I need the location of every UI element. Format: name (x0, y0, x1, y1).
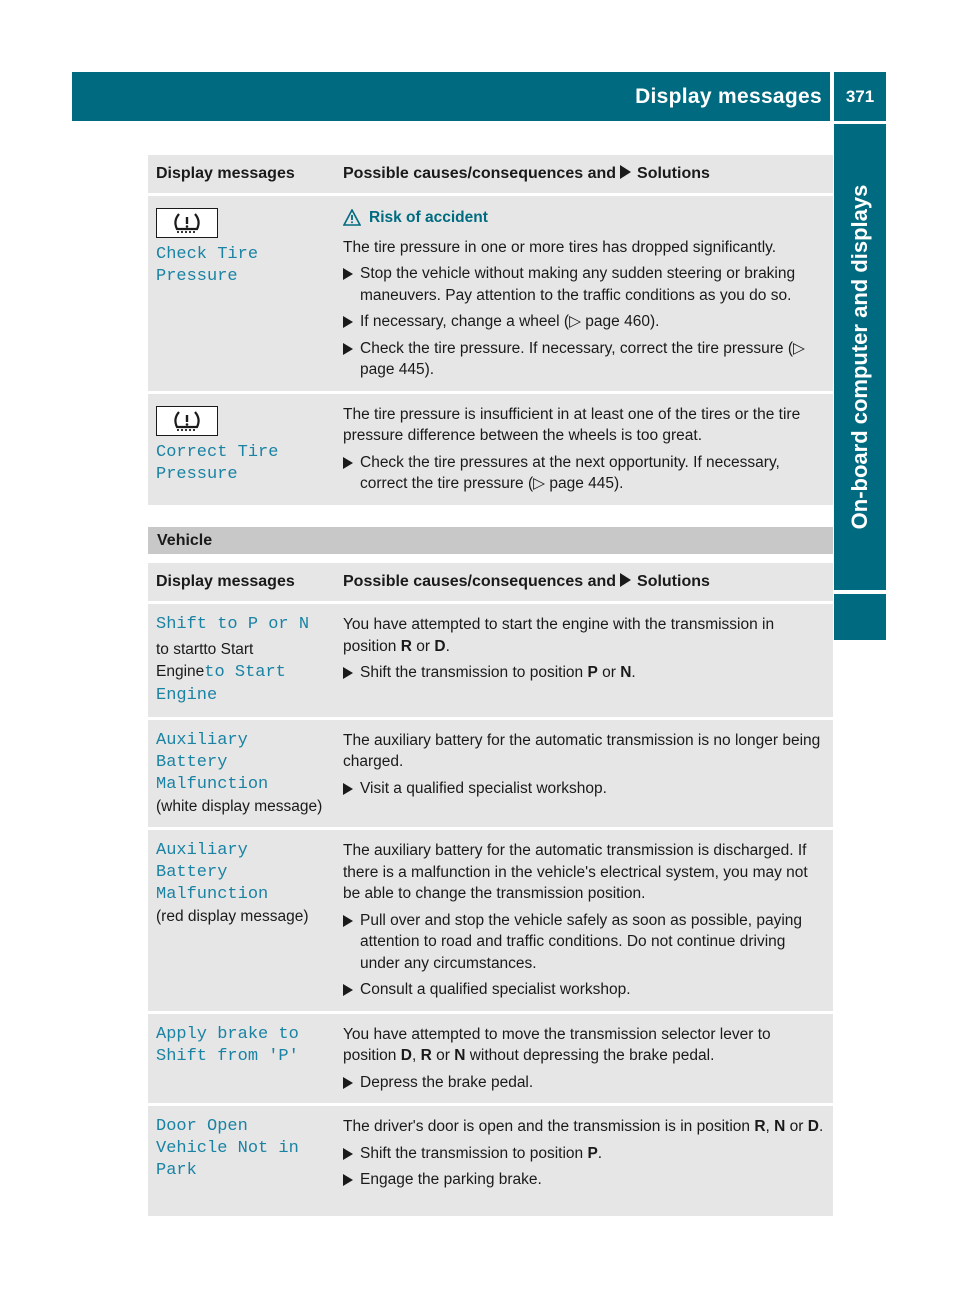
solution-bullet: If necessary, change a wheel (▷ page 460). (343, 311, 825, 333)
cause-text: You have attempted to move the transmission selector lever to position D, R or N without depressing the brake pedal. (343, 1025, 771, 1064)
message-note: (white display message) (156, 797, 323, 815)
display-message-shift-to-p-or-n: Shift to P or N (156, 615, 310, 634)
cause-text: The tire pressure in one or more tires has dropped significantly. (343, 238, 777, 256)
side-tab-label: On-board computer and displays (847, 184, 872, 530)
tire-pressure-table (148, 152, 833, 508)
arrow-icon (620, 573, 631, 587)
table-row (148, 1106, 833, 1216)
display-message-check-tire-pressure: Check Tire Pressure (156, 245, 259, 286)
solution-bullet: Visit a qualified specialist workshop. (343, 778, 825, 800)
warning-heading: Risk of accident (343, 207, 825, 229)
column-header-causes: Possible causes/consequences and Solutions (335, 563, 833, 601)
display-message-auxiliary-battery-malfunction: Auxiliary Battery Malfunction (156, 730, 269, 794)
table-header-row (148, 155, 833, 193)
column-header-display-messages: Display messages (148, 563, 335, 601)
page-number: 371 (834, 72, 886, 121)
warning-triangle-icon (343, 209, 361, 226)
column-header-causes: Possible causes/consequences and Solutions (335, 155, 833, 193)
side-block (834, 594, 886, 640)
solution-bullet: Shift the transmission to position P. (343, 1143, 825, 1165)
solution-bullet: Pull over and stop the vehicle safely as soon as possible, paying attention to road and traffic conditions. Do not continue driving under any circumstances. (343, 910, 825, 975)
table-header-row (148, 563, 833, 601)
cause-text: The tire pressure is insufficient in at least one of the tires or the tire pressure difference between the wheels is too great. (343, 405, 801, 444)
cause-text: The auxiliary battery for the automatic transmission is discharged. If there is a malfunction in the vehicle's electrical system, you may not be able to change the transmission position. (343, 842, 808, 902)
solution-bullet: Shift the transmission to position P or N. (343, 662, 825, 684)
display-message-correct-tire-pressure: Correct Tire Pressure (156, 442, 279, 484)
display-message-door-open: Door Open Vehicle Not in Park (156, 1117, 299, 1180)
table-row (148, 830, 833, 1011)
table-row (148, 196, 833, 391)
table-row (148, 604, 833, 717)
column-header-display-messages: Display messages (148, 155, 335, 193)
tire-pressure-warning-icon (156, 406, 218, 436)
cause-text: The driver's door is open and the transmission is in position R, N or D. (343, 1118, 824, 1135)
solution-bullet: Depress the brake pedal. (343, 1072, 825, 1094)
tire-pressure-warning-icon (156, 208, 218, 238)
table-row (148, 394, 833, 505)
table-row (148, 1014, 833, 1104)
cause-text: The auxiliary battery for the automatic transmission is no longer being charged. (343, 731, 821, 770)
page-title: Display messages (635, 85, 822, 108)
solution-bullet: Consult a qualified specialist workshop. (343, 979, 825, 1001)
solution-bullet: Engage the parking brake. (343, 1169, 825, 1191)
section-heading-vehicle: Vehicle (148, 527, 833, 554)
cause-text: You have attempted to start the engine with the transmission in position R or D. (343, 616, 775, 655)
message-note: to startto Start Engineto Start Engine (156, 641, 286, 705)
solution-bullet: Stop the vehicle without making any sudden steering or braking maneuvers. Pay attention to the traffic conditions as you do so. (343, 263, 825, 306)
solution-bullet: Check the tire pressure. If necessary, correct the tire pressure (▷ page 445). (343, 338, 825, 381)
table-row (148, 720, 833, 828)
vehicle-table (148, 560, 833, 1219)
display-message-apply-brake: Apply brake to Shift from 'P' (156, 1024, 299, 1066)
solution-bullet: Check the tire pressures at the next opportunity. If necessary, correct the tire pressure (▷ page 445). (343, 452, 825, 495)
display-message-auxiliary-battery-malfunction-red: Auxiliary Battery Malfunction (156, 841, 269, 904)
arrow-icon (620, 165, 631, 179)
message-note: (red display message) (156, 908, 309, 925)
